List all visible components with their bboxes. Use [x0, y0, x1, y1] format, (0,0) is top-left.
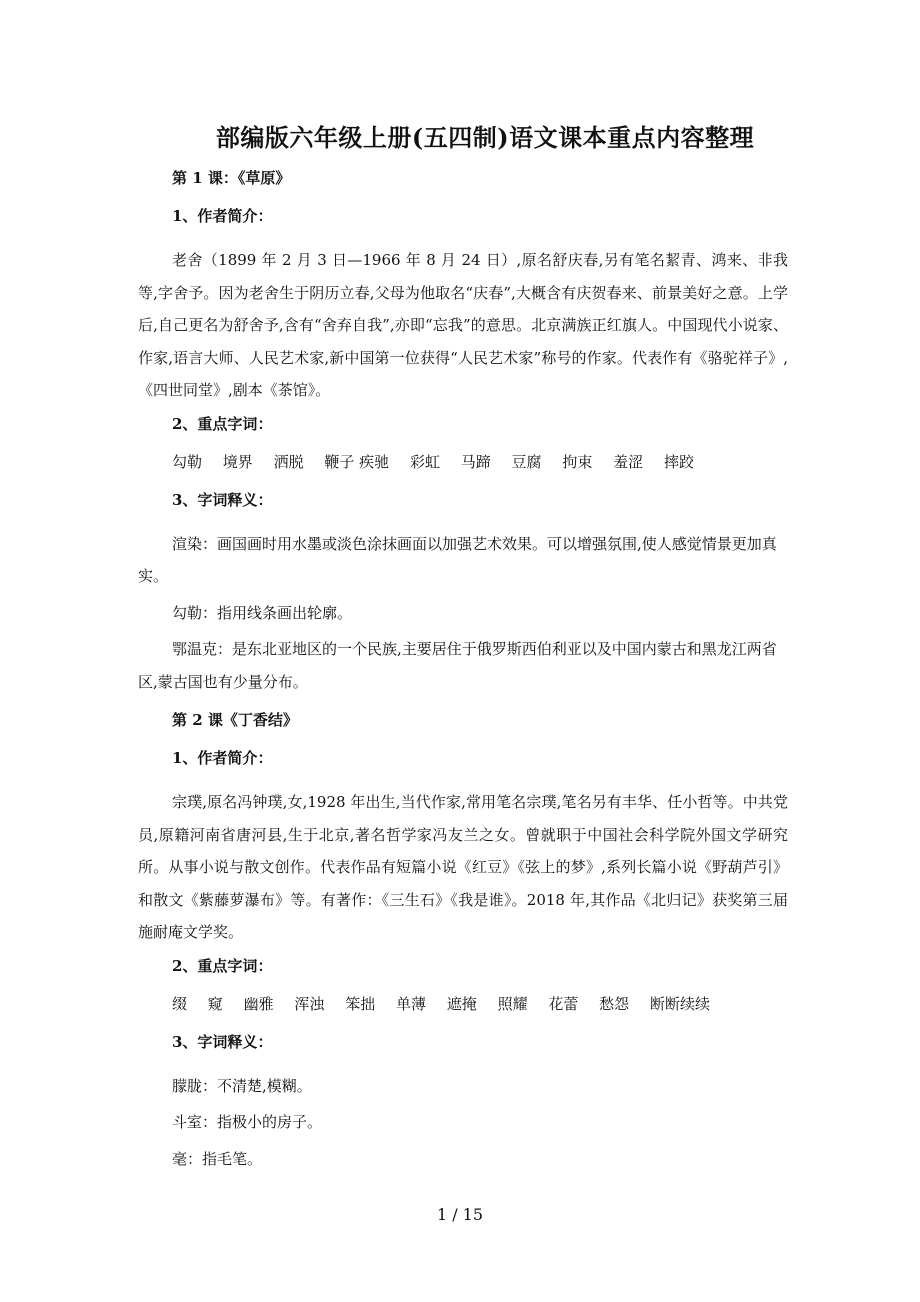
- lesson-2-def: 斗室：指极小的房子。: [172, 1113, 323, 1131]
- word: 境界: [222, 452, 253, 471]
- word: 豆腐: [511, 452, 542, 471]
- word: 浑浊: [294, 994, 325, 1013]
- word: 窥: [207, 994, 223, 1013]
- word: 断断续续: [649, 994, 710, 1013]
- word: 勾勒: [172, 452, 203, 471]
- word: 洒脱: [273, 452, 304, 471]
- lesson-1-defs-heading: 3、字词释义：: [172, 490, 273, 509]
- lesson-2-words: [172, 994, 788, 1014]
- lesson-1-words: [172, 452, 788, 472]
- lesson-1-author-heading: 1、作者简介：: [172, 207, 273, 225]
- word: 遮掩: [446, 994, 477, 1013]
- word: 照耀: [497, 994, 528, 1013]
- word: 笨拙: [345, 994, 376, 1013]
- word: 摔跤: [663, 452, 694, 471]
- lesson-1-def: 鄂温克：是东北亚地区的一个民族,主要居住于俄罗斯西伯利亚以及中国内蒙古和黑龙江两省区,蒙古国也有少量分布。: [138, 640, 777, 691]
- document-content: [138, 168, 788, 1179]
- lesson-1-author-text: 老舍（1899 年 2 月 3 日—1966 年 8 月 24 日）,原名舒庆春,另有笔名絜青、鸿来、非我等,字舍予。因为老舍生于阴历立春,父母为他取名“庆春”,大概含有庆贺春来、前景美好之意。上学后,自己更名为舒舍予,含有“舍弃自我”,亦即“忘我”的意思。北京满族正红旗人。中国现代小说家、作家,语言大师、人民艺术家,新中国第一位获得“人民艺术家”称号的作家。代表作有《骆驼祥子》,《四世同堂》,剧本《茶馆》。: [138, 251, 788, 399]
- document-title: 部编版六年级上册(五四制)语文课本重点内容整理: [215, 123, 755, 152]
- lesson-2-defs-heading: 3、字词释义：: [172, 1032, 273, 1051]
- word: 愁怨: [599, 994, 630, 1013]
- word: 拘束: [562, 452, 593, 471]
- lesson-2-author-text: 宗璞,原名冯钟璞,女,1928 年出生,当代作家,常用笔名宗璞,笔名另有丰华、任小哲等。中共党员,原籍河南省唐河县,生于北京,著名哲学家冯友兰之女。曾就职于中国社会科学院外国文学研究所。从事小说与散文创作。代表作品有短篇小说《红豆》《弦上的梦》,系列长篇小说《野葫芦引》和散文《紫藤萝瀑布》等。有著作：《三生石》《我是谁》。2018 年,其作品《北归记》获奖第三届施耐庵文学奖。: [138, 793, 788, 941]
- lesson-2-heading: 第 2 课《丁香结》: [172, 711, 298, 729]
- word: 花蕾: [548, 994, 579, 1013]
- lesson-2-def: 毫：指毛笔。: [172, 1149, 263, 1168]
- lesson-2-author-heading: 1、作者简介：: [172, 749, 273, 767]
- lesson-2-def: 朦胧：不清楚,模糊。: [172, 1076, 312, 1095]
- lesson-1-def: 勾勒：指用线条画出轮廓。: [172, 603, 353, 622]
- page-number: 1 / 15: [436, 1205, 484, 1224]
- word: 羞涩: [613, 452, 644, 471]
- word: 鞭子 疾驰: [324, 452, 390, 471]
- word: 单薄: [395, 994, 426, 1013]
- word: 马蹄: [460, 452, 491, 471]
- lesson-2-words-heading: 2、重点字词：: [172, 956, 273, 975]
- word: 彩虹: [409, 452, 440, 471]
- lesson-1-heading: 第 1 课：《草原》: [172, 169, 291, 187]
- lesson-1-def: 渲染：画国画时用水墨或淡色涂抹画面以加强艺术效果。可以增强氛围,使人感觉情景更加真实。: [138, 534, 777, 585]
- word: 缀: [172, 994, 188, 1013]
- lesson-1-words-heading: 2、重点字词：: [172, 414, 273, 433]
- word: 幽雅: [243, 994, 274, 1013]
